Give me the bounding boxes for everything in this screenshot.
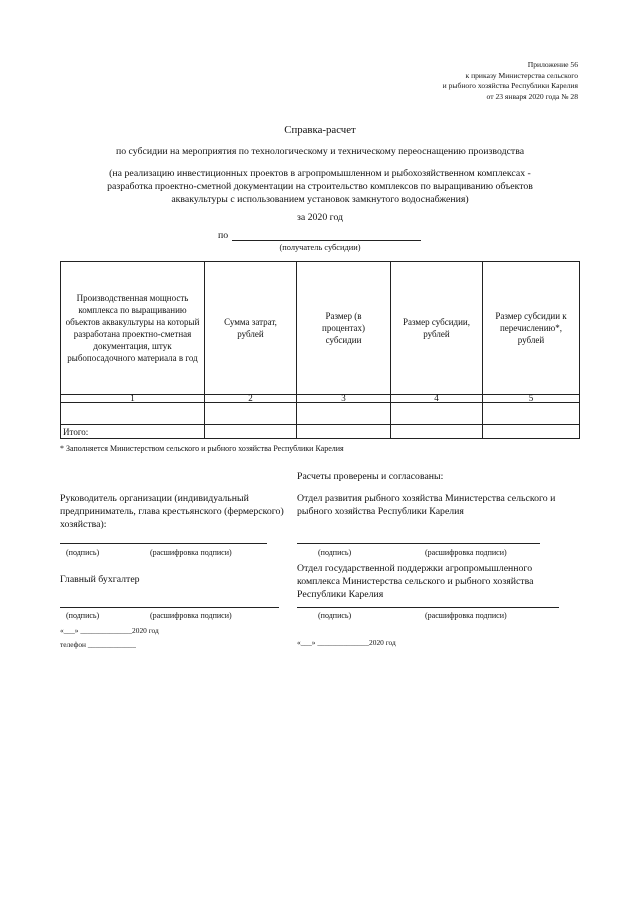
col-number: 3 bbox=[297, 395, 391, 403]
doc-title: Справка-расчет bbox=[284, 124, 356, 136]
col-header-subsidy: Размер субсидии, рублей bbox=[391, 262, 483, 395]
order-date: от 23 января 2020 года № 28 bbox=[486, 91, 578, 101]
head-signature-line[interactable] bbox=[60, 543, 267, 544]
head-sign-caption: (подпись) bbox=[66, 548, 100, 557]
cell-costs[interactable] bbox=[205, 403, 297, 425]
cell-transfer[interactable] bbox=[483, 403, 580, 425]
agro-dept-line-1: Отдел государственной поддержки агропромышленного bbox=[297, 563, 533, 574]
doc-subtitle: по субсидии на мероприятия по технологическому и техническому переоснащению производства bbox=[115, 146, 525, 157]
purpose-line-2: разработка проектно-сметной документации на строительство комплексов по выращиванию объектов bbox=[107, 181, 533, 192]
agro-dept-sign-caption: (подпись) bbox=[318, 611, 352, 620]
fish-dept-label bbox=[297, 492, 555, 518]
col-number: 5 bbox=[483, 395, 580, 403]
total-row bbox=[61, 425, 580, 439]
org-head-line-2: предприниматель, глава крестьянского (фермерского) bbox=[60, 506, 284, 517]
accountant-signature-line[interactable] bbox=[60, 607, 279, 608]
cell-percent[interactable] bbox=[297, 403, 391, 425]
fish-dept-decode-caption: (расшифровка подписи) bbox=[425, 548, 507, 557]
org-head-label bbox=[60, 492, 284, 531]
report-year: за 2020 год bbox=[296, 212, 344, 223]
agro-dept-decode-caption: (расшифровка подписи) bbox=[425, 611, 507, 620]
recipient-caption: (получатель субсидии) bbox=[279, 243, 361, 252]
fish-dept-line-2: рыбного хозяйства Республики Карелия bbox=[297, 506, 464, 517]
total-transfer[interactable] bbox=[483, 425, 580, 439]
checked-heading: Расчеты проверены и согласованы: bbox=[297, 471, 444, 482]
fish-dept-signature-line[interactable] bbox=[297, 543, 540, 544]
col-header-percent: Размер (в процентах) субсидии bbox=[297, 262, 391, 395]
cell-subsidy[interactable] bbox=[391, 403, 483, 425]
subsidy-table bbox=[60, 261, 580, 439]
left-date[interactable]: «___» ______________2020 год bbox=[60, 626, 159, 635]
appendix-header bbox=[443, 60, 578, 102]
head-decode-caption: (расшифровка подписи) bbox=[150, 548, 232, 557]
org-head-line-1: Руководитель организации (индивидуальный bbox=[60, 493, 249, 504]
appendix-number: Приложение 56 bbox=[527, 60, 578, 69]
agro-dept-line-3: Республики Карелия bbox=[297, 589, 384, 600]
right-date[interactable]: «___» ______________2020 год bbox=[297, 638, 396, 647]
col-header-capacity: Производственная мощность комплекса по выращиванию объектов аквакультуры на который разработана проектно-сметная документация, штук рыбопосадочного материала в год bbox=[61, 262, 205, 395]
table-header-row bbox=[61, 262, 580, 395]
phone-field[interactable]: телефон _____________ bbox=[60, 640, 136, 649]
table-row bbox=[61, 403, 580, 425]
po-label: по bbox=[218, 230, 229, 241]
agro-dept-label bbox=[297, 562, 533, 601]
fish-dept-line-1: Отдел развития рыбного хозяйства Министерства сельского и bbox=[297, 493, 556, 504]
agro-dept-signature-line[interactable] bbox=[297, 607, 559, 608]
col-number: 1 bbox=[61, 395, 205, 403]
purpose-line-1: (на реализацию инвестиционных проектов в агропромышленном и рыбохозяйственном комплексах - bbox=[109, 168, 531, 179]
cell-capacity[interactable] bbox=[61, 403, 205, 425]
accountant-decode-caption: (расшифровка подписи) bbox=[150, 611, 232, 620]
org-head-line-3: хозяйства): bbox=[60, 519, 107, 530]
footnote: * Заполняется Министерством сельского и рыбного хозяйства Республики Карелия bbox=[60, 444, 344, 453]
purpose-line-3: аквакультуры с использованием установок замкнутого водоснабжения) bbox=[171, 194, 469, 205]
col-header-transfer: Размер субсидии к перечислению*, рублей bbox=[483, 262, 580, 395]
agro-dept-line-2: комплекса Министерства сельского и рыбного хозяйства bbox=[297, 576, 534, 587]
accountant-sign-caption: (подпись) bbox=[66, 611, 100, 620]
order-ref-1: к приказу Министерства сельского bbox=[465, 70, 578, 80]
col-number: 2 bbox=[205, 395, 297, 403]
fish-dept-sign-caption: (подпись) bbox=[318, 548, 352, 557]
total-percent[interactable] bbox=[297, 425, 391, 439]
column-number-row bbox=[61, 395, 580, 403]
order-ref-2: и рыбного хозяйства Республики Карелия bbox=[442, 81, 578, 90]
total-subsidy[interactable] bbox=[391, 425, 483, 439]
accountant-label: Главный бухгалтер bbox=[60, 574, 140, 585]
col-header-costs: Сумма затрат, рублей bbox=[205, 262, 297, 395]
total-costs[interactable] bbox=[205, 425, 297, 439]
total-label: Итого: bbox=[61, 425, 205, 439]
col-number: 4 bbox=[391, 395, 483, 403]
